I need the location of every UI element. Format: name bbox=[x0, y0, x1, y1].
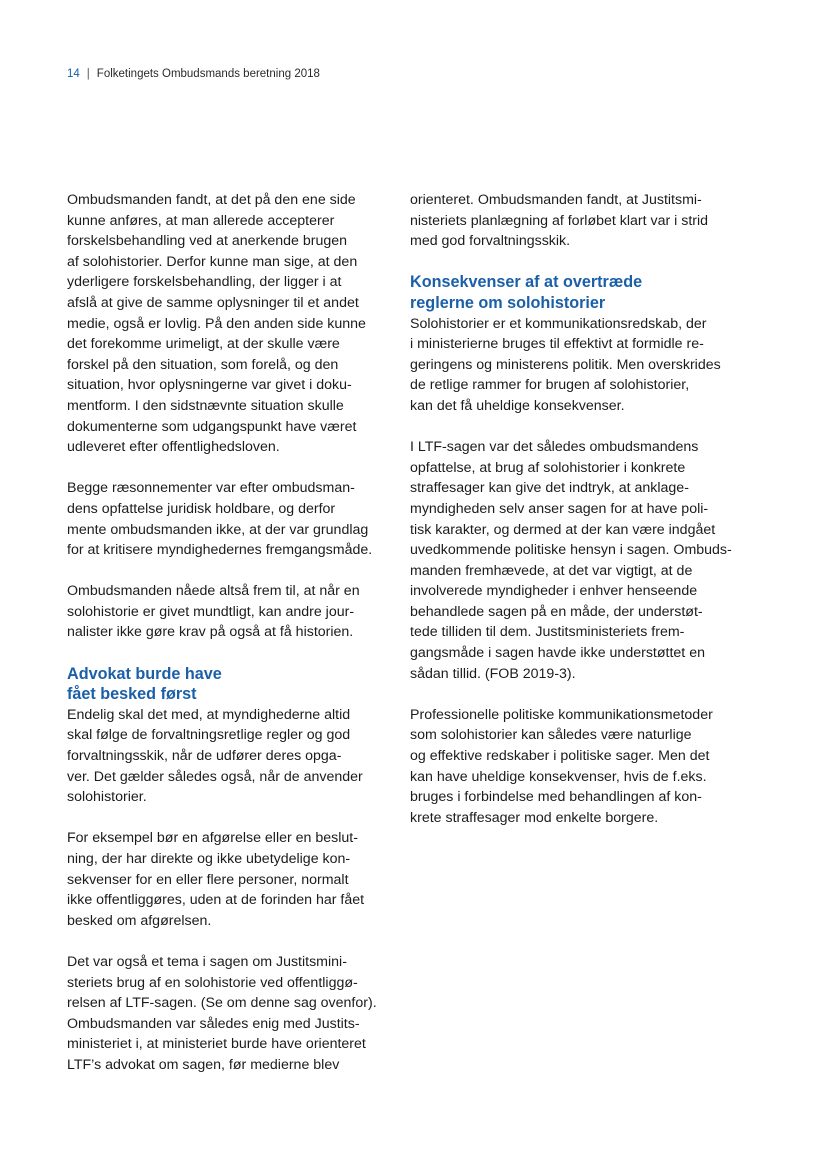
text-line: Ombudsmanden fandt, at det på den ene side bbox=[67, 192, 356, 208]
text-line: For eksempel bør en afgørelse eller en beslut- bbox=[67, 830, 358, 847]
text-line: bruges i forbindelse med behandlingen af kon- bbox=[410, 789, 702, 806]
text-line: Det var også et tema i sagen om Justitsmini- bbox=[67, 953, 347, 970]
text-line: ning, der har direkte og ikke ubetydelige kon- bbox=[67, 851, 351, 867]
text-line: tisk karakter, og dermed at der kan være indgået bbox=[410, 521, 716, 538]
text-line: sekvenser for en eller flere personer, normalt bbox=[67, 871, 349, 888]
text-line: kunne anføres, at man allerede accepterer bbox=[67, 212, 335, 229]
right-column bbox=[410, 190, 735, 828]
text-line: Begge ræsonnementer var efter ombudsman- bbox=[67, 480, 355, 497]
text-line: udleveret efter offentlighedsloven. bbox=[67, 439, 280, 456]
running-header bbox=[67, 68, 320, 80]
heading-line: fået besked først bbox=[67, 685, 197, 704]
paragraph bbox=[410, 190, 735, 252]
text-line: mentform. I den sidstnævnte situation skulle bbox=[67, 397, 344, 414]
header-separator: | bbox=[86, 68, 90, 80]
text-line: solohistorie er givet mundtligt, kan andre jour- bbox=[67, 603, 355, 620]
text-line: nalister ikke gøre krav på også at få historien. bbox=[67, 624, 354, 641]
text-line: yderligere forskelsbehandling, der ligger i at bbox=[67, 274, 342, 291]
text-line: de retlige rammer for brugen af solohistorier, bbox=[410, 377, 690, 394]
text-line: kan det få uheldige konsekvenser. bbox=[410, 397, 625, 414]
text-line: Endelig skal det med, at myndighederne altid bbox=[67, 706, 351, 723]
section-heading bbox=[410, 272, 735, 313]
paragraph bbox=[67, 581, 387, 643]
text-line: af solohistorier. Derfor kunne man sige, at den bbox=[67, 253, 358, 270]
text-line: solohistorier. bbox=[67, 789, 147, 806]
paragraph bbox=[410, 705, 735, 829]
text-line: Professionelle politiske kommunikationsmetoder bbox=[410, 706, 713, 723]
text-line: kan have uheldige konsekvenser, hvis de f.eks. bbox=[410, 768, 707, 785]
paragraph bbox=[67, 478, 387, 560]
text-line: relsen af LTF-sagen. (Se om denne sag ovenfor). bbox=[67, 995, 377, 1012]
text-line: gangsmåde i sagen havde ikke understøttet en bbox=[410, 645, 705, 662]
text-line: I LTF-sagen var det således ombudsmandens bbox=[410, 439, 699, 456]
text-line: LTF’s advokat om sagen, før medierne blev bbox=[67, 1056, 340, 1073]
text-line: behandlede sagen på en måde, der understøt- bbox=[410, 603, 703, 620]
text-line: opfattelse, at brug af solohistorier i konkrete bbox=[410, 459, 686, 476]
text-line: forskel på den situation, som forelå, og den bbox=[67, 356, 339, 373]
text-line: geringens og ministerens politik. Men overskrides bbox=[410, 356, 721, 373]
text-line: ver. Det gælder således også, når de anvender bbox=[67, 768, 363, 785]
text-line: dens opfattelse juridisk holdbare, og derfor bbox=[67, 500, 336, 517]
text-line: mente ombudsmanden ikke, at der var grundlag bbox=[67, 521, 369, 538]
text-line: i ministerierne bruges til effektivt at formidle re- bbox=[410, 336, 704, 353]
text-line: skal følge de forvaltningsretlige regler og god bbox=[67, 727, 351, 744]
text-line: Ombudsmanden var således enig med Justits- bbox=[67, 1015, 360, 1032]
text-line: Ombudsmanden nåede altså frem til, at når en bbox=[67, 583, 360, 600]
text-line: dokumenterne som udgangspunkt have været bbox=[67, 418, 357, 435]
paragraph bbox=[67, 952, 387, 1076]
text-line: ikke offentliggøres, uden at de forinden har fået bbox=[67, 892, 365, 909]
text-line: myndigheden selv anser sagen for at have poli- bbox=[410, 500, 709, 517]
text-line: straffesager kan give det indtryk, at anklage- bbox=[410, 480, 689, 497]
section-heading bbox=[67, 664, 387, 705]
heading-line: reglerne om solohistorier bbox=[410, 293, 606, 312]
text-line: tede tilliden til dem. Justitsministeriets frem- bbox=[410, 624, 685, 641]
text-line: steriets brug af en solohistorie ved offentliggø- bbox=[67, 974, 358, 991]
paragraph bbox=[67, 828, 387, 931]
text-line: manden fremhævede, at det var vigtigt, at de bbox=[410, 562, 693, 579]
text-line: det forekomme urimeligt, at der skulle være bbox=[67, 336, 340, 353]
text-line: sådan tillid. (FOB 2019-3). bbox=[410, 665, 576, 682]
left-column bbox=[67, 190, 387, 1076]
paragraph bbox=[410, 437, 735, 684]
text-line: med god forvaltningsskik. bbox=[410, 233, 571, 250]
text-line: forvaltningsskik, når de udfører deres opga- bbox=[67, 748, 342, 765]
text-line: Solohistorier er et kommunikationsredskab, der bbox=[410, 315, 707, 332]
text-line: afslå at give de samme oplysninger til et andet bbox=[67, 294, 359, 311]
text-line: forskelsbehandling ved at anerkende brugen bbox=[67, 233, 348, 250]
paragraph bbox=[67, 705, 387, 808]
paragraph bbox=[67, 190, 387, 458]
text-line: situation, hvor oplysningerne var givet i doku- bbox=[67, 377, 352, 394]
text-line: orienteret. Ombudsmanden fandt, at Justitsmi- bbox=[410, 192, 702, 208]
text-line: medie, også er lovlig. På den anden side kunne bbox=[67, 315, 366, 332]
text-line: besked om afgørelsen. bbox=[67, 912, 212, 929]
text-line: nisteriets planlægning af forløbet klart var i strid bbox=[410, 212, 709, 229]
text-line: uvedkommende politiske hensyn i sagen. Ombuds- bbox=[410, 542, 732, 559]
text-line: involverede myndigheder i enhver henseende bbox=[410, 583, 698, 600]
text-line: krete straffesager mod enkelte borgere. bbox=[410, 809, 659, 826]
text-line: som solohistorier kan således være naturlige bbox=[410, 727, 692, 744]
heading-line: Advokat burde have bbox=[67, 664, 222, 683]
paragraph bbox=[410, 314, 735, 417]
page-number: 14 bbox=[67, 68, 80, 80]
text-line: og effektive redskaber i politiske sager. Men det bbox=[410, 748, 710, 765]
publication-title: Folketingets Ombudsmands beretning 2018 bbox=[96, 68, 320, 80]
heading-line: Konsekvenser af at overtræde bbox=[410, 273, 643, 292]
text-line: for at kritisere myndighedernes fremgangsmåde. bbox=[67, 542, 373, 559]
text-line: ministeriet i, at ministeriet burde have orienteret bbox=[67, 1036, 366, 1053]
